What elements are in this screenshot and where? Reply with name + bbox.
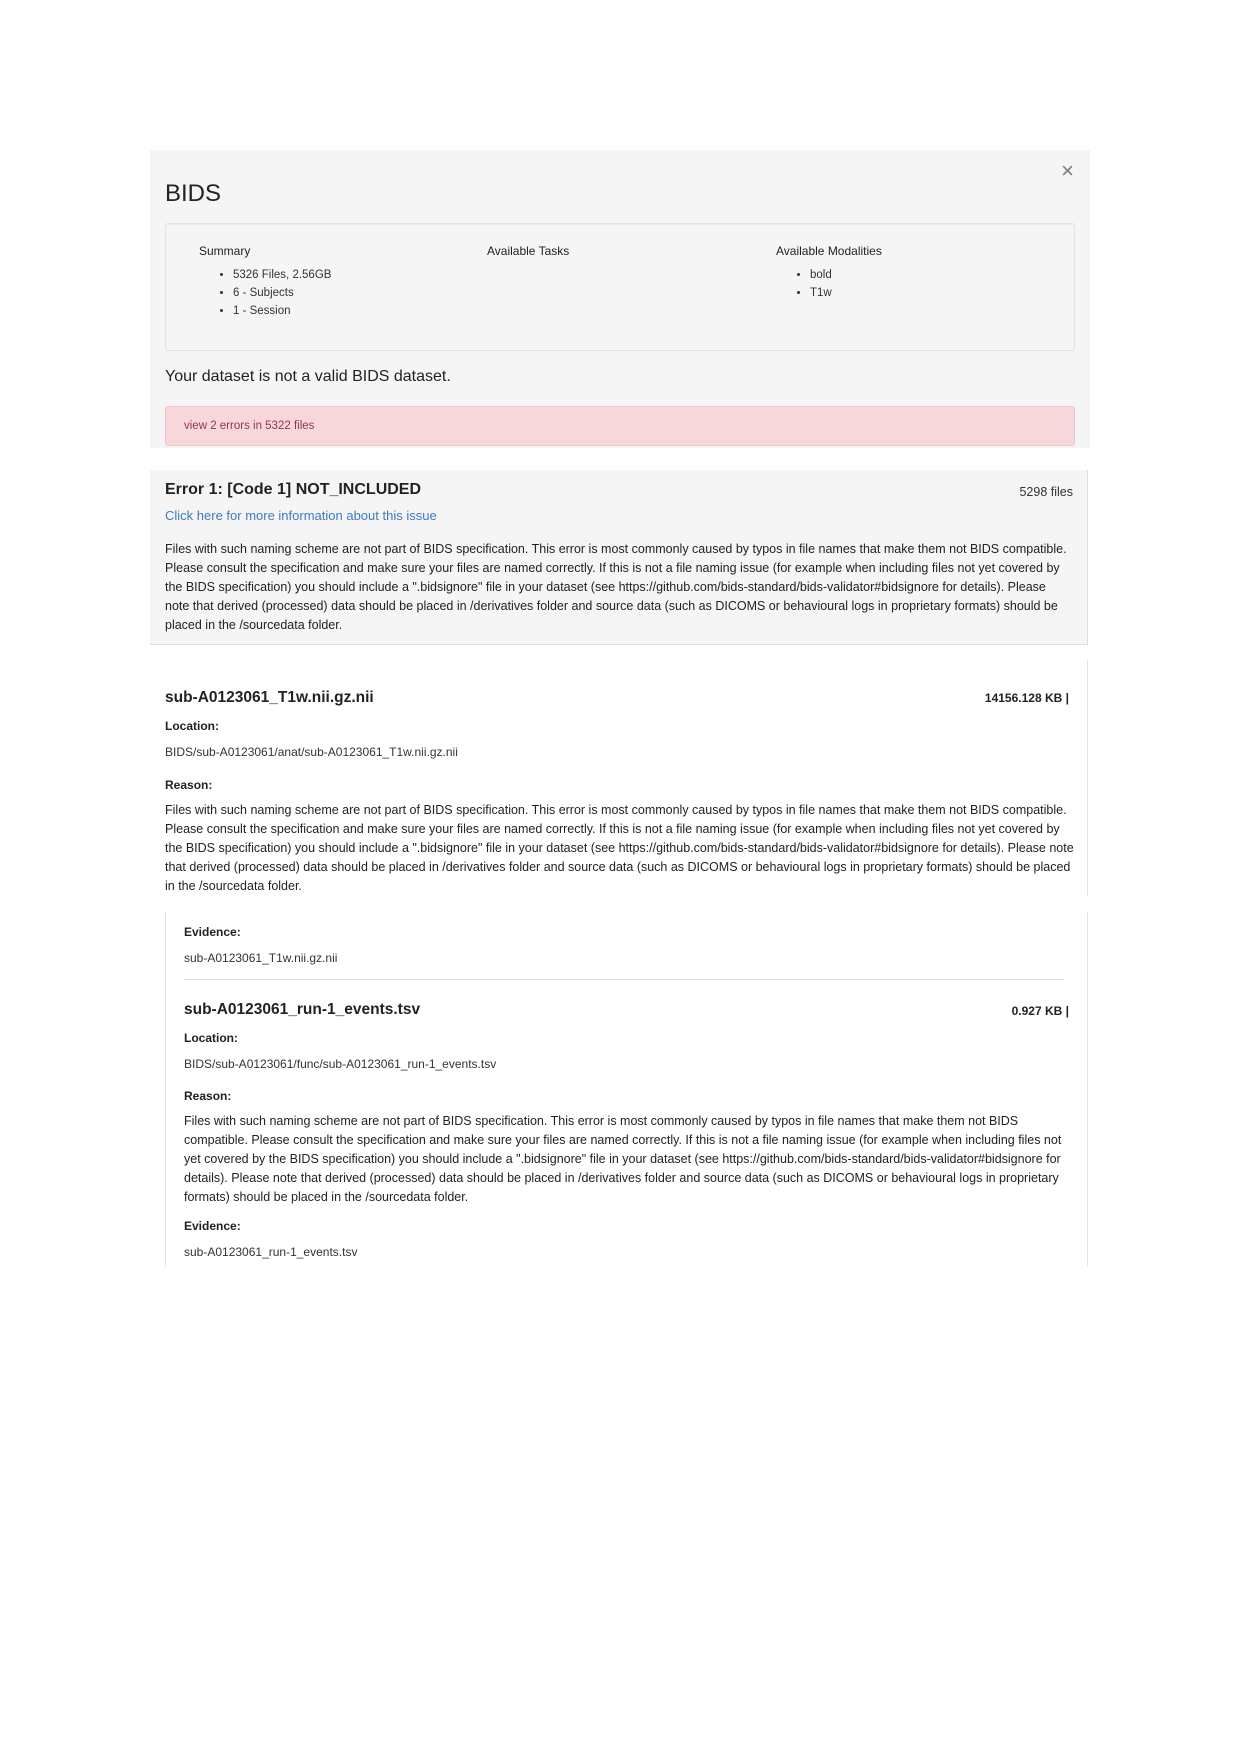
error-description: Files with such naming scheme are not part of BIDS specification. This error is most commonly caused by typos in file names that make them not BIDS compatible. Please consult the specification and make sure your files are named correctly. If this is not a file naming issue (for example when including files not yet covered by the BIDS specification) you should include a ".bidsignore" file in your dataset (see https://github.com/bids-standard/bids-validator#bidsignore for details). Please note that derived (processed) data should be placed in /derivatives folder and source data (such as DICOMS or behavioural logs in proprietary formats) should be placed in the /sourcedata folder.	[165, 542, 1067, 632]
summary-column	[199, 244, 331, 320]
file-location: BIDS/sub-A0123061/func/sub-A0123061_run-1_events.tsv	[184, 1057, 497, 1071]
summary-list	[199, 266, 331, 320]
divider	[184, 979, 1064, 980]
evidence-label: Evidence:	[184, 925, 241, 939]
list-item: • 1 - Session	[233, 302, 331, 320]
error-title: Error 1: [Code 1] NOT_INCLUDED	[165, 481, 422, 498]
reason-label: Reason:	[184, 1089, 232, 1103]
list-item: • 5326 Files, 2.56GB	[233, 266, 331, 284]
errors-toggle-label[interactable]: view 2 errors in 5322 files	[184, 420, 315, 432]
modalities-heading: Available Modalities	[776, 244, 882, 258]
reason-label: Reason:	[165, 778, 213, 792]
location-label: Location:	[184, 1031, 238, 1045]
tasks-column	[487, 244, 569, 266]
summary-heading: Summary	[199, 244, 251, 258]
file-size: 0.927 KB |	[1011, 1004, 1069, 1018]
close-icon[interactable]: ×	[1061, 158, 1074, 183]
list-item: • 6 - Subjects	[233, 284, 331, 302]
file-size: 14156.128 KB |	[984, 691, 1069, 705]
evidence-value: sub-A0123061_run-1_events.tsv	[184, 1245, 358, 1259]
location-label: Location:	[165, 719, 219, 733]
validation-status: Your dataset is not a valid BIDS dataset.	[165, 368, 451, 385]
modalities-list	[776, 266, 882, 302]
reason-text: Files with such naming scheme are not part of BIDS specification. This error is most commonly caused by typos in file names that make them not BIDS compatible. Please consult the specification and make sure your files are named correctly. If this is not a file naming issue (for example when including files not yet covered by the BIDS specification) you should include a ".bidsignore" file in your dataset (see https://github.com/bids-standard/bids-validator#bidsignore for details). Please note that derived (processed) data should be placed in /derivatives folder and source data (such as DICOMS or behavioural logs in proprietary formats) should be placed in the /sourcedata folder.	[184, 1114, 1062, 1204]
tasks-heading: Available Tasks	[487, 244, 570, 258]
list-item: • T1w	[810, 284, 882, 302]
file-list-panel	[165, 912, 1088, 1267]
reason-text: Files with such naming scheme are not part of BIDS specification. This error is most commonly caused by typos in file names that make them not BIDS compatible. Please consult the specification and make sure your files are named correctly. If this is not a file naming issue (for example when including files not yet covered by the BIDS specification) you should include a ".bidsignore" file in your dataset (see https://github.com/bids-standard/bids-validator#bidsignore for details). Please note that derived (processed) data should be placed in /derivatives folder and source data (such as DICOMS or behavioural logs in proprietary formats) should be placed in the /sourcedata folder.	[165, 803, 1074, 893]
error-file-count: 5298 files	[1019, 485, 1073, 499]
file-entry	[150, 660, 1088, 896]
file-name: sub-A0123061_T1w.nii.gz.nii	[165, 689, 374, 706]
bids-modal	[150, 150, 1090, 448]
summary-panel	[165, 223, 1075, 351]
list-item: • bold	[810, 266, 882, 284]
evidence-value: sub-A0123061_T1w.nii.gz.nii	[184, 951, 338, 965]
evidence-label: Evidence:	[184, 1219, 241, 1233]
error-panel-header	[150, 470, 1088, 645]
modal-title: BIDS	[165, 180, 222, 207]
errors-toggle-alert[interactable]	[165, 406, 1075, 446]
more-info-link[interactable]: Click here for more information about this issue	[165, 508, 437, 523]
file-location: BIDS/sub-A0123061/anat/sub-A0123061_T1w.nii.gz.nii	[165, 745, 458, 759]
modalities-column	[776, 244, 882, 302]
file-name: sub-A0123061_run-1_events.tsv	[184, 1001, 421, 1018]
